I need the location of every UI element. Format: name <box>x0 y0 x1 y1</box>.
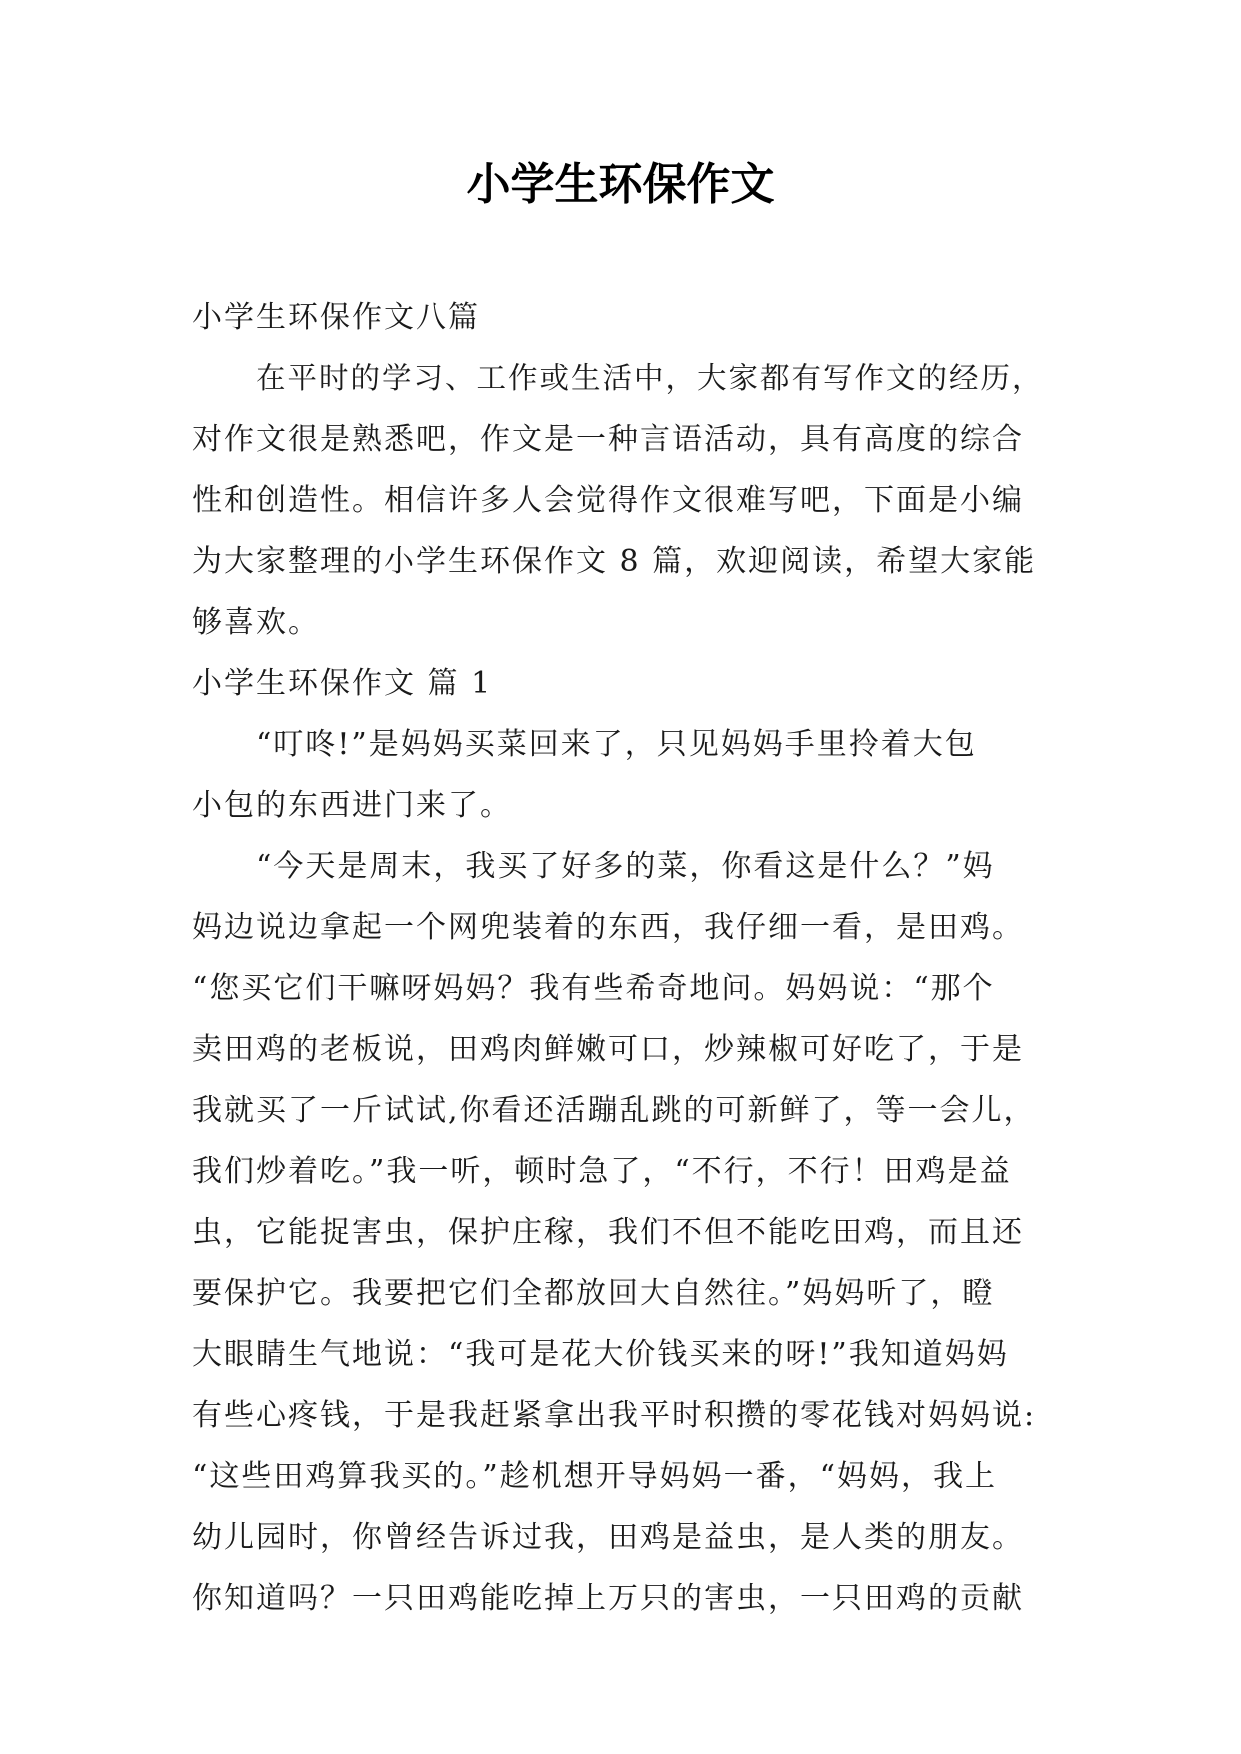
text-line: 小学生环保作文 篇 1 <box>192 666 493 701</box>
text-line: 对作文很是熟悉吧，作文是一种言语活动，具有高度的综合 <box>192 422 1024 457</box>
text-line: 有些心疼钱，于是我赶紧拿出我平时积攒的零花钱对妈妈说: <box>192 1398 1037 1433</box>
text-line: “叮咚!”是妈妈买菜回来了，只见妈妈手里拎着大包 <box>256 727 977 762</box>
text-line: “今天是周末，我买了好多的菜，你看这是什么？”妈 <box>256 849 995 884</box>
text-line: “这些田鸡算我买的。”趁机想开导妈妈一番，“妈妈，我上 <box>192 1459 998 1494</box>
text-line: 小包的东西进门来了。 <box>192 788 512 823</box>
text-line: 够喜欢。 <box>192 605 320 640</box>
text-line: 要保护它。我要把它们全都放回大自然往。”妈妈听了，瞪 <box>192 1276 995 1311</box>
text-line: 大眼睛生气地说：“我可是花大价钱买来的呀!”我知道妈妈 <box>192 1337 1009 1372</box>
text-line: 为大家整理的小学生环保作文 8 篇，欢迎阅读，希望大家能 <box>192 544 1037 579</box>
text-line: 性和创造性。相信许多人会觉得作文很难写吧，下面是小编 <box>192 483 1024 518</box>
text-line: 小学生环保作文八篇 <box>192 300 480 335</box>
text-line: 虫，它能捉害虫，保护庄稼，我们不但不能吃田鸡，而且还 <box>192 1215 1024 1250</box>
text-line: “您买它们干嘛呀妈妈？我有些希奇地问。妈妈说：“那个 <box>192 971 995 1006</box>
text-line: 妈边说边拿起一个网兜装着的东西，我仔细一看，是田鸡。 <box>192 910 1024 945</box>
text-line: 在平时的学习、工作或生活中，大家都有写作文的经历， <box>256 361 1044 395</box>
text-line: 卖田鸡的老板说，田鸡肉鲜嫩可口，炒辣椒可好吃了，于是 <box>192 1032 1024 1067</box>
text-line: 你知道吗？一只田鸡能吃掉上万只的害虫，一只田鸡的贡献 <box>192 1581 1024 1616</box>
text-line: 我就买了一斤试试,你看还活蹦乱跳的可新鲜了，等一会儿， <box>192 1093 1036 1128</box>
text-line: 幼儿园时，你曾经告诉过我，田鸡是益虫，是人类的朋友。 <box>192 1520 1024 1555</box>
document-title: 小学生环保作文 <box>466 159 775 210</box>
text-line: 我们炒着吃。”我一听，顿时急了，“不行，不行！田鸡是益 <box>192 1154 1012 1189</box>
document-body <box>192 287 1054 1629</box>
